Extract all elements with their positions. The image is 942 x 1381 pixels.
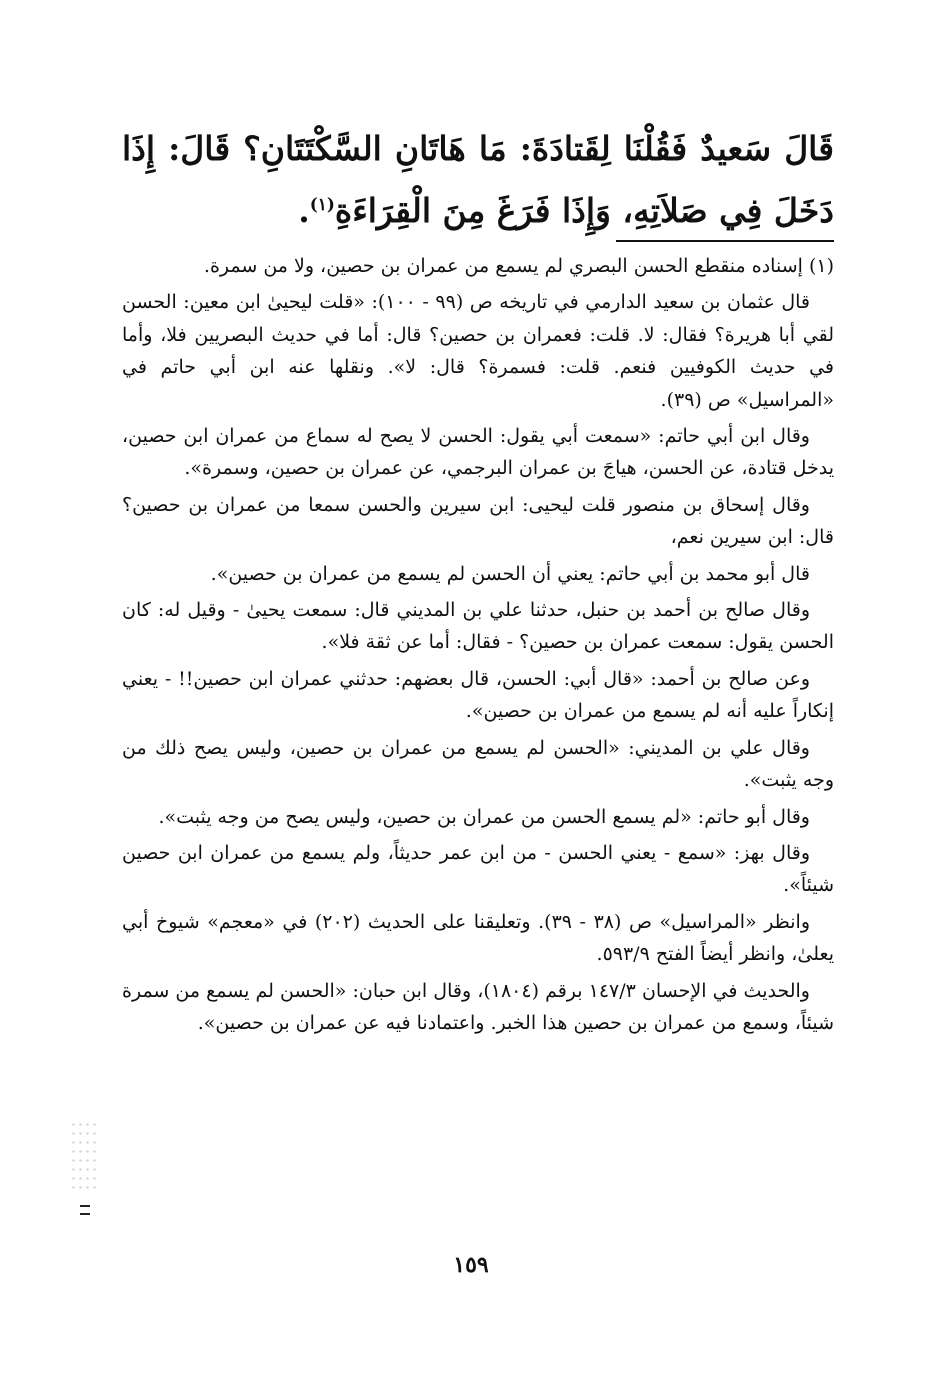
footnote-paragraph: وقال إسحاق بن منصور قلت ليحيى: ابن سيرين والحسن سمعا من عمران بن حصين؟ قال: ابن سيرين نعم، xyxy=(122,493,834,549)
footnote-reference: (١) xyxy=(309,195,335,215)
footnotes xyxy=(122,250,834,1043)
footnote-separator xyxy=(616,240,834,242)
footnote-paragraph: وانظر «المراسيل» ص (٣٨ - ٣٩). وتعليقنا على الحديث (٢٠٢) في «معجم» شيوخ أبي يعلىٰ، وانظر أيضاً الفتح ٥٩٣/٩. xyxy=(122,910,834,966)
footnote-paragraph: قال أبو محمد بن أبي حاتم: يعني أن الحسن لم يسمع من عمران بن حصين». xyxy=(210,562,810,585)
footnote-paragraph: وقال صالح بن أحمد بن حنبل، حدثنا علي بن المديني قال: سمعت يحيىٰ - وقيل له: كان الحسن يقول: سمعت عمران بن حصين؟ - فقال: أما عن ثقة فلا». xyxy=(122,599,834,654)
footnote-paragraph: وقال علي بن المديني: «الحسن لم يسمع من عمران بن حصين، وليس يصح ذلك من وجه يثبت». xyxy=(122,736,834,792)
scan-specks xyxy=(70,1120,100,1190)
footnote-paragraph: والحديث في الإحسان ١٤٧/٣ برقم (١٨٠٤)، وقال ابن حبان: «الحسن لم يسمع من سمرة شيئاً، وسمع من عمران بن حصين هذا الخبر. واعتمادنا فيه عن عمران بن حصين». xyxy=(122,979,834,1034)
page-number: ١٥٩ xyxy=(453,1252,489,1278)
main-text-body: قَالَ سَعيدٌ فَقُلْنَا لِقَتادَةَ: مَا هَاتَانِ السَّكْتَتَانِ؟ قَالَ: إِذَا دَخَلَ فِي صَلاَتِهِ، وَإِذَا فَرَغَ مِنَ الْقِرَاءَةِ xyxy=(122,129,834,230)
main-text-end: . xyxy=(298,191,310,230)
footnote-paragraph: وقال ابن أبي حاتم: «سمعت أبي يقول: الحسن لا يصح له سماع من عمران ابن حصين، يدخل قتادة، عن الحسن، هياجَ بن عمران البرجمي، عن عمران بن حصين، وسمرة». xyxy=(122,425,834,480)
footnote-paragraph: وقال بهز: «سمع - يعني الحسن - من ابن عمر حديثاً، ولم يسمع من عمران ابن حصين شيئاً». xyxy=(122,841,834,897)
footnote-paragraph: وعن صالح بن أحمد: «قال أبي: الحسن، قال بعضهم: حدثني عمران ابن حصين!! - يعني إنكاراً عليه أنه لم يسمع من عمران بن حصين». xyxy=(122,667,834,723)
footnote-paragraph: (١) إسناده منقطع الحسن البصري لم يسمع من عمران بن حصين، ولا من سمرة. xyxy=(203,255,834,277)
main-text xyxy=(122,118,834,242)
margin-mark xyxy=(80,1205,90,1215)
footnote-paragraph: وقال أبو حاتم: «لم يسمع الحسن من عمران بن حصين، وليس يصح من وجه يثبت». xyxy=(158,805,810,828)
footnote-paragraph: قال عثمان بن سعيد الدارمي في تاريخه ص (٩٩ - ١٠٠): «قلت ليحيىٰ ابن معين: الحسن لقي أبا هريرة؟ فقال: لا. قلت: فعمران بن حصين؟ قال: أما في حديث البصريين فلا، وأما في حديث الكوفيين فنعم. قلت: فسمرة؟ قال: لا». ونقلها عنه ابن أبي حاتم في «المراسيل» ص (٣٩). xyxy=(122,291,834,411)
